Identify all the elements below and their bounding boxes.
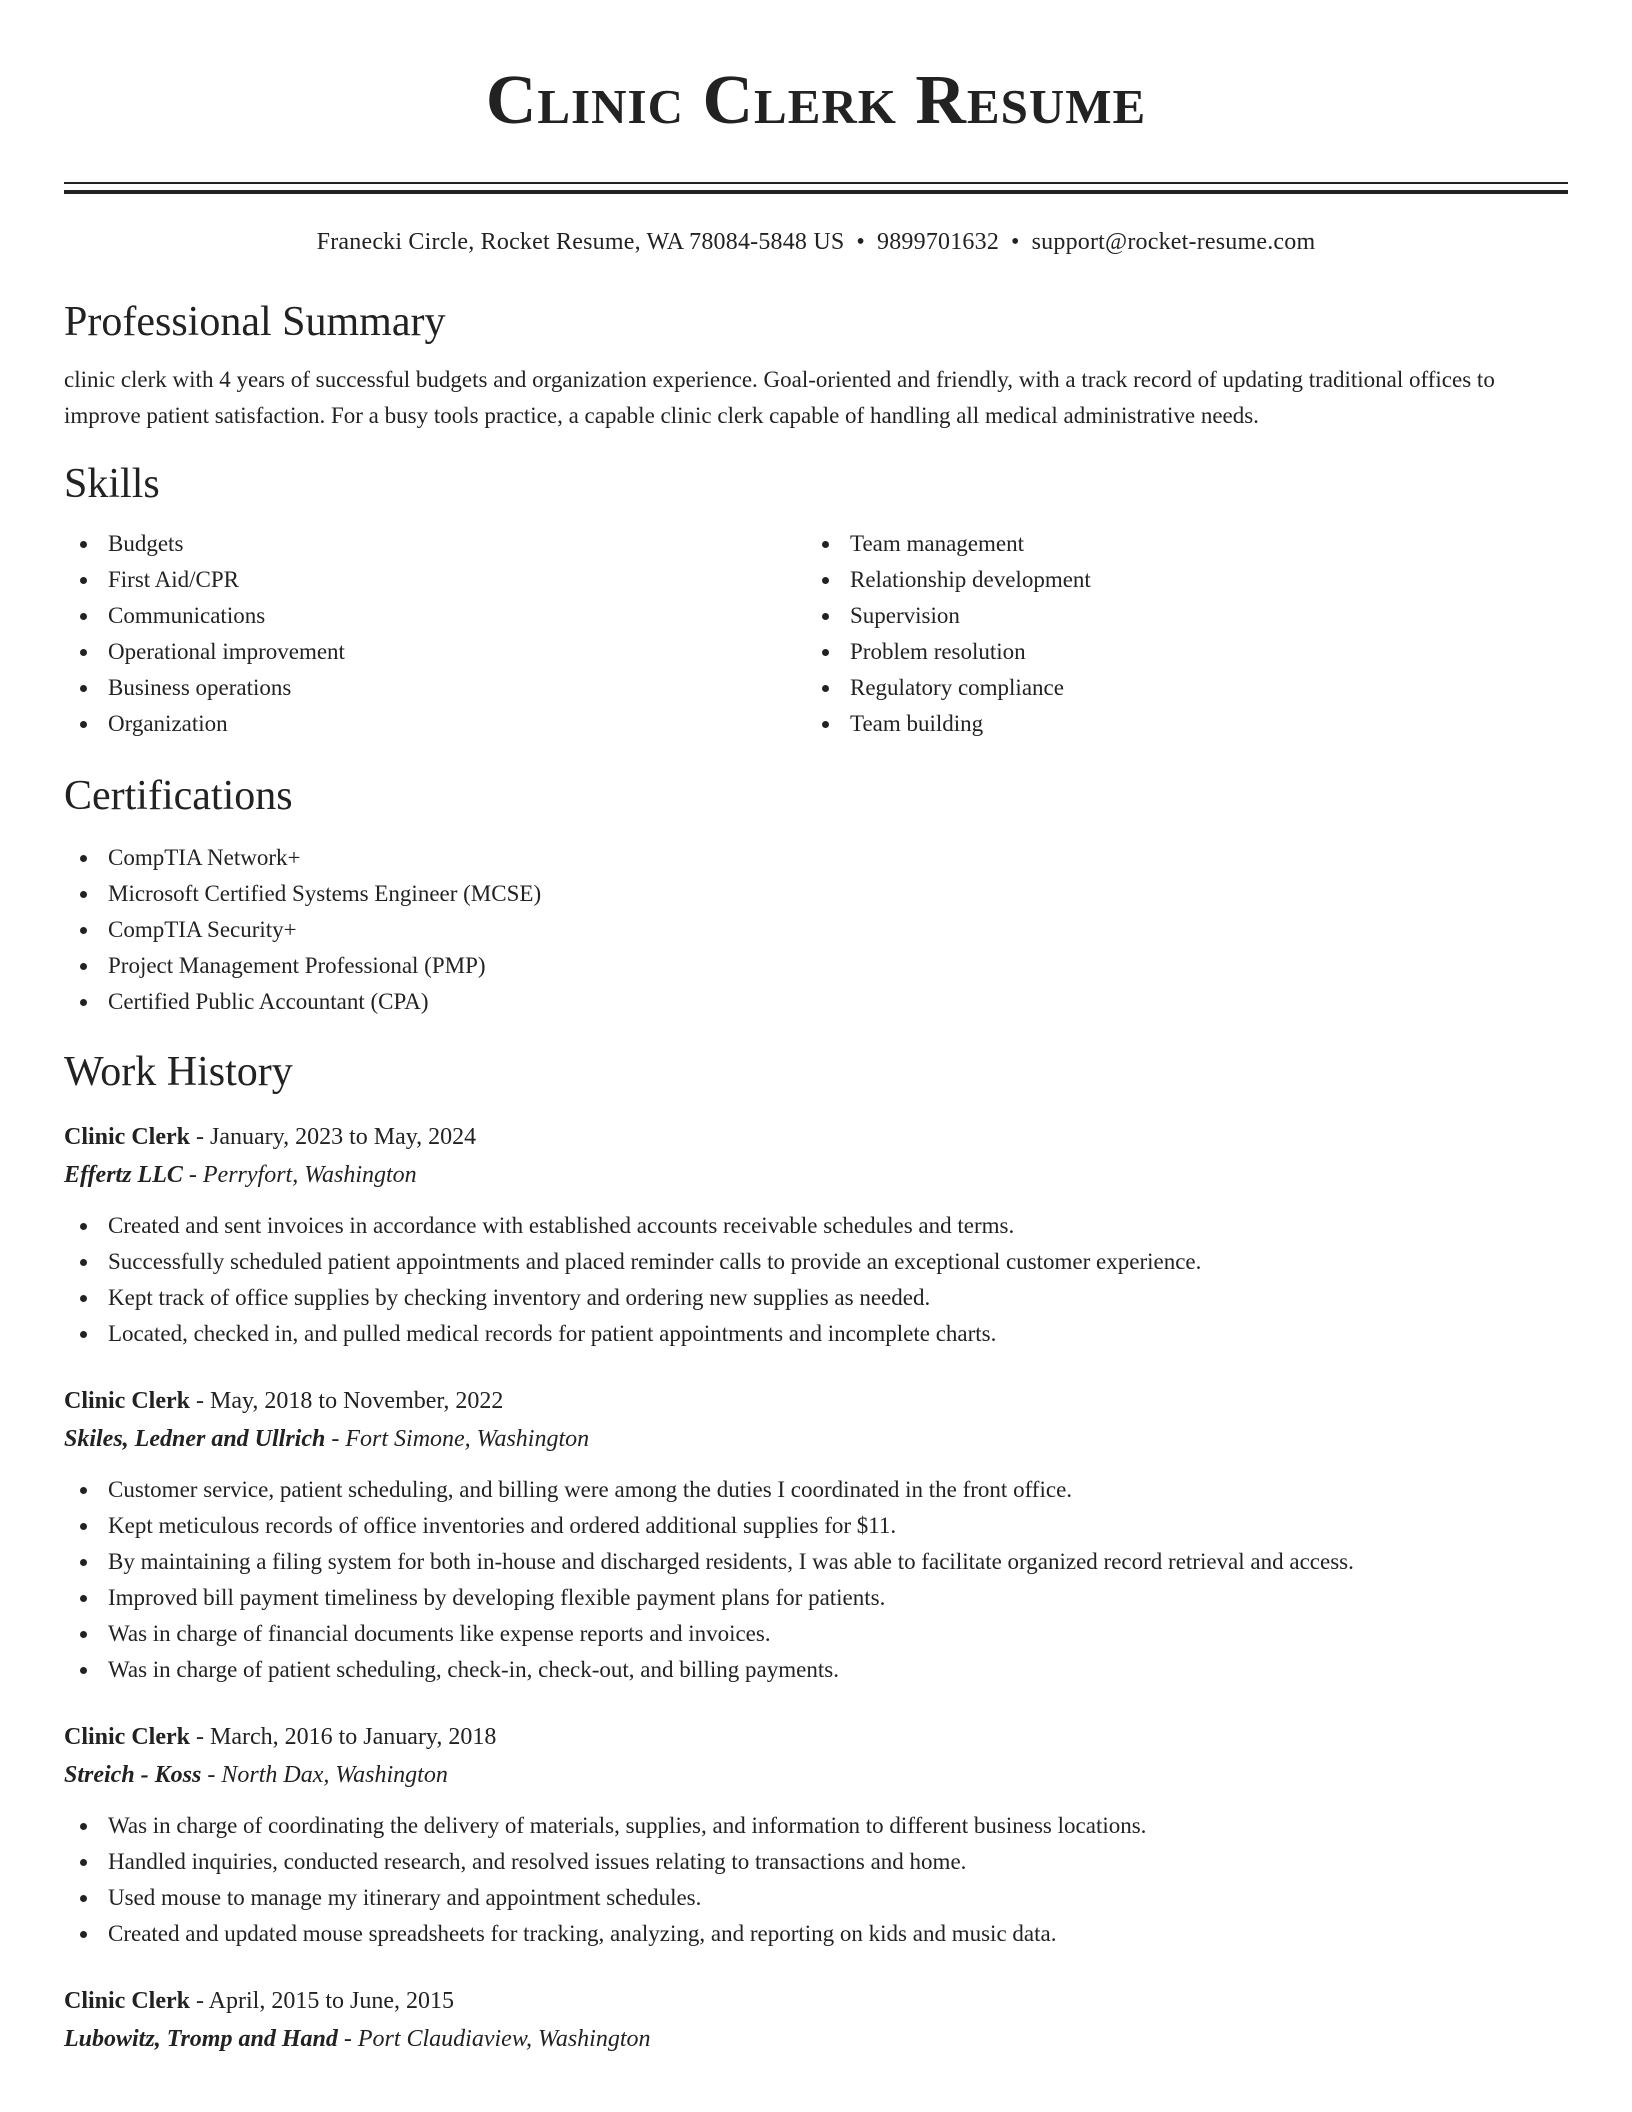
- job-title-line: [64, 1982, 1568, 2020]
- job-location: - North Dax, Washington: [201, 1762, 448, 1788]
- skill-item: Budgets: [64, 526, 806, 562]
- job-entry: [64, 1382, 1568, 1688]
- job-company-line: [64, 1420, 1568, 1458]
- contact-email: support@rocket-resume.com: [1031, 229, 1316, 255]
- skill-item: Relationship development: [806, 562, 1548, 598]
- job-location: - Perryfort, Washington: [182, 1162, 417, 1188]
- contact-separator: •: [1011, 229, 1020, 255]
- job-dates: - March, 2016 to January, 2018: [190, 1724, 497, 1750]
- job-company: Lubowitz, Tromp and Hand: [64, 2026, 338, 2052]
- job-location: - Port Claudiaview, Washington: [337, 2026, 651, 2052]
- skill-item: Communications: [64, 598, 806, 634]
- job-dates: - January, 2023 to May, 2024: [190, 1124, 477, 1150]
- job-title-line: [64, 1718, 1568, 1756]
- job-duty: Was in charge of patient scheduling, check-in, check-out, and billing payments.: [64, 1652, 1568, 1688]
- certifications-list: [64, 840, 1568, 1020]
- skills-heading: Skills: [64, 461, 160, 507]
- job-dates: - April, 2015 to June, 2015: [190, 1988, 454, 2014]
- certification-item: CompTIA Security+: [64, 912, 1568, 948]
- job-duty: Handled inquiries, conducted research, and resolved issues relating to transactions and home.: [64, 1844, 1568, 1880]
- title-divider: [64, 182, 1568, 194]
- job-company: Effertz LLC: [64, 1162, 183, 1188]
- summary-text: clinic clerk with 4 years of successful budgets and organization experience. Goal-oriented and friendly, with a track record of updating traditional offices to improve patient satisfaction. For a busy tools practice, a capable clinic clerk capable of handling all medical administrative needs.: [64, 367, 1495, 428]
- job-company-line: [64, 2020, 1568, 2058]
- job-duty: Improved bill payment timeliness by developing flexible payment plans for patients.: [64, 1580, 1568, 1616]
- contact-address: Franecki Circle, Rocket Resume, WA 78084-5848 US: [316, 229, 845, 255]
- certification-item: Microsoft Certified Systems Engineer (MCSE): [64, 876, 1568, 912]
- job-dates: - May, 2018 to November, 2022: [190, 1388, 504, 1414]
- skills-columns: [64, 526, 1568, 742]
- job-title-line: [64, 1118, 1568, 1156]
- job-duty: Successfully scheduled patient appointments and placed reminder calls to provide an exceptional customer experience.: [64, 1244, 1568, 1280]
- summary-heading: Professional Summary: [64, 299, 446, 345]
- job-role: Clinic Clerk: [64, 1724, 190, 1750]
- work-history-heading: Work History: [64, 1049, 293, 1095]
- job-duty: Created and updated mouse spreadsheets for tracking, analyzing, and reporting on kids and music data.: [64, 1916, 1568, 1952]
- skill-item: Problem resolution: [806, 634, 1548, 670]
- job-duty: Was in charge of coordinating the delivery of materials, supplies, and information to different business locations.: [64, 1808, 1568, 1844]
- job-company-line: [64, 1756, 1568, 1794]
- skills-list-right: [806, 526, 1548, 742]
- skill-item: Supervision: [806, 598, 1548, 634]
- contact-separator: •: [856, 229, 866, 255]
- job-location: - Fort Simone, Washington: [325, 1426, 590, 1452]
- contact-phone: 9899701632: [877, 229, 1000, 255]
- skill-item: Team building: [806, 706, 1548, 742]
- job-duties-list: [64, 1472, 1568, 1688]
- skill-item: Organization: [64, 706, 806, 742]
- job-duty: Used mouse to manage my itinerary and appointment schedules.: [64, 1880, 1568, 1916]
- job-duty: Created and sent invoices in accordance with established accounts receivable schedules and terms.: [64, 1208, 1568, 1244]
- job-duty: Was in charge of financial documents like expense reports and invoices.: [64, 1616, 1568, 1652]
- job-company: Skiles, Ledner and Ullrich: [64, 1426, 326, 1452]
- job-entry: [64, 1982, 1568, 2058]
- skill-item: Business operations: [64, 670, 806, 706]
- skill-item: Regulatory compliance: [806, 670, 1548, 706]
- job-duties-list: [64, 1208, 1568, 1352]
- job-role: Clinic Clerk: [64, 1388, 190, 1414]
- job-duty: Kept meticulous records of office inventories and ordered additional supplies for $11.: [64, 1508, 1568, 1544]
- job-company: Streich - Koss: [64, 1762, 202, 1788]
- certification-item: Project Management Professional (PMP): [64, 948, 1568, 984]
- job-title-line: [64, 1382, 1568, 1420]
- skills-list-left: [64, 526, 806, 742]
- skill-item: First Aid/CPR: [64, 562, 806, 598]
- job-duty: Kept track of office supplies by checking inventory and ordering new supplies as needed.: [64, 1280, 1568, 1316]
- job-role: Clinic Clerk: [64, 1988, 190, 2014]
- job-entry: [64, 1718, 1568, 1952]
- skill-item: Team management: [806, 526, 1548, 562]
- job-role: Clinic Clerk: [64, 1124, 190, 1150]
- certification-item: Certified Public Accountant (CPA): [64, 984, 1568, 1020]
- contact-line: [64, 226, 1568, 258]
- job-duty: Located, checked in, and pulled medical records for patient appointments and incomplete charts.: [64, 1316, 1568, 1352]
- resume-title: Clinic Clerk Resume: [485, 62, 1147, 139]
- certification-item: CompTIA Network+: [64, 840, 1568, 876]
- skill-item: Operational improvement: [64, 634, 806, 670]
- job-duties-list: [64, 1808, 1568, 1952]
- job-entry: [64, 1118, 1568, 1352]
- job-duty: Customer service, patient scheduling, and billing were among the duties I coordinated in the front office.: [64, 1472, 1568, 1508]
- job-company-line: [64, 1156, 1568, 1194]
- certifications-heading: Certifications: [64, 773, 293, 819]
- job-duty: By maintaining a filing system for both in-house and discharged residents, I was able to facilitate organized record retrieval and access.: [64, 1544, 1568, 1580]
